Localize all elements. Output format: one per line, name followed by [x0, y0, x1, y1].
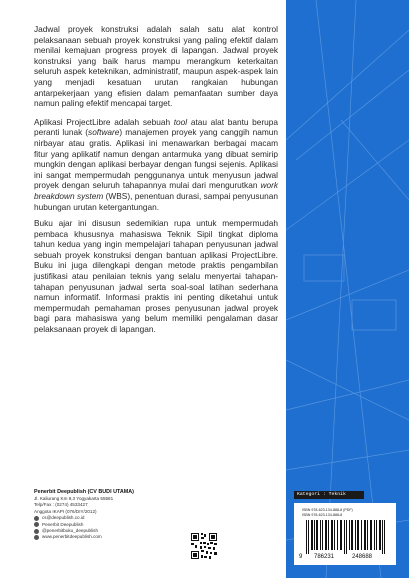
- barcode-group-1: 786231: [314, 554, 335, 560]
- p2-italic-wbs: work breakdown system: [34, 180, 278, 201]
- p2-text: ) manajemen proyek yang canggih namun nirbayar atau gratis. Aplikasi ini menawarkan berbagai macam fitur yang aplikatif namun dengan antarmuka yang dibuat semirip mungkin dengan aplikasi berbayar dengan fungsi sejenis. Aplikasi ini sangat mempermudah penggunanya untuk menyusun jadwal proyek dengan seluruh tahapannya mulai dari mengurutkan: [34, 127, 279, 191]
- category-label: Kategori : Teknik: [294, 491, 364, 499]
- publisher-info: [34, 489, 174, 541]
- publisher-website[interactable]: www.penerbitdeepublish.com: [42, 534, 102, 540]
- email-icon: [34, 516, 39, 521]
- p2-text: atau alat bantu berupa peranti lunak (: [34, 116, 279, 138]
- publisher-facebook[interactable]: Penerbit Deepublish: [42, 521, 84, 527]
- p2-italic-tool: tool: [173, 116, 188, 127]
- globe-icon: [34, 535, 39, 540]
- qr-code-graphic: [190, 532, 218, 560]
- publisher-website-row: [34, 534, 174, 540]
- publisher-phone: Telp/Fax : (0274) 4533427: [34, 502, 88, 508]
- facebook-icon: [34, 522, 39, 527]
- publisher-member: Anggota IKAPI (076/DIY/2012): [34, 508, 97, 514]
- synopsis-paragraph-2: [34, 117, 278, 212]
- p2-text: (WBS), penentuan durasi, sampai penyusunan hubungan urutan ketergantungan.: [34, 190, 279, 212]
- publisher-instagram[interactable]: @penerbitbuku_deepublish: [42, 528, 99, 534]
- qr-code[interactable]: [190, 532, 218, 560]
- barcode-group-2: 248688: [352, 554, 373, 560]
- publisher-address: Jl. Kaliurang Km 9,3 Yogyakarta 55581: [34, 496, 114, 501]
- publisher-name: Penerbit Deepublish (CV BUDI UTAMA): [34, 489, 134, 495]
- barcode-digit-first: 9: [299, 554, 303, 560]
- publisher-email[interactable]: cs@deepublish.co.id: [42, 515, 85, 521]
- synopsis-paragraph-3: Buku ajar ini disusun sedemikian rupa untuk mempermudah pembaca khususnya mahasiswa Teknik Sipil tingkat diploma tahun kedua yang ingin mempelajari tahapan penyusunan jadwal sebuah proyek konstruksi dengan bantuan aplikasi ProjectLibre. Buku ini juga dilengkapi dengan metode praktis pengambilan justifikasi atau penilaian teknis yang selalu menyertai tahapan-tahapan penyusunan jadwal serta soal-soal latihan sederhana namun informatif. Informasi praktis ini penting diketahui untuk mempermudah pemahaman proses penyusunan jadwal proyek bagi para mahasiswa yang belum memiliki pengalaman dasar pelaksanaan proyek di lapangan.: [34, 218, 278, 335]
- synopsis-paragraph-1: Jadwal proyek konstruksi adalah salah satu alat kontrol pelaksanaan sebuah proyek konstruksi yang paling efektif dalam menilai kemajuan progress proyek di lapangan. Jadwal proyek konstruksi yang baik harus mampu merangkum keterkaitan seluruh aspek keteknikan, administratif, maupun aspek-aspek lain yang menjadi kesatuan urutan rangkaian hubungan antarpekerjaan yang efisien dalam pemanfaatan sumber daya namun paling efektif mencapai target.: [34, 24, 278, 109]
- isbn-line: ISBN 978-623-134-888-8: [302, 513, 343, 517]
- isbn-pdf-line: ISBN 978-623-134-888-8 (PDF): [302, 508, 353, 512]
- instagram-icon: [34, 529, 39, 534]
- p2-italic-software: software: [88, 127, 120, 138]
- synopsis: [34, 24, 278, 341]
- isbn-barcode-box: [294, 503, 396, 565]
- barcode-graphic: [302, 520, 388, 554]
- p2-text: Aplikasi ProjectLibre adalah sebuah: [34, 116, 174, 127]
